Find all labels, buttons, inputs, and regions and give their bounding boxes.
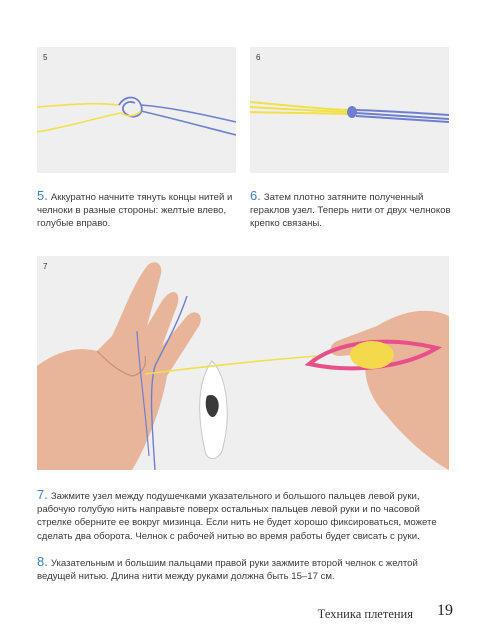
photo-5-illustration [37,47,236,173]
photo-6-illustration [250,47,449,173]
step-description: Указательным и большим пальцами правой руки зажмите второй челнок с желтой ведущей нитью. Длина нити между руками должна быть 15–17 см. [37,558,418,583]
step-description: Затем плотно затяните полученный гераклов узел. Теперь нити от двух челноков крепко связаны. [250,192,451,230]
step-8-text [37,555,457,583]
step-5-text [37,189,242,231]
step-description: Аккуратно начните тянуть концы нитей и челноки в разные стороны: желтые влево, голубые вправо. [37,192,233,230]
step-description: Зажмите узел между подушечками указательного и большого пальцев левой руки, рабочую голубую нить направьте поверх остальных пальцев левой руки и по часовой стрелке оберните ее вокруг мизинца. Если нить не будет хорошо фиксироваться, можете сделать два оборота. Челнок с рабочей нитью во время работы будет свисать с руки. [37,491,437,542]
step-number: 8. [37,554,48,569]
step-6-text [250,189,455,231]
step-number: 6. [250,188,261,203]
step-7-text [37,488,457,543]
photo-step-5 [37,47,236,173]
step-number: 5. [37,188,48,203]
section-title: Техника плетения [317,607,413,621]
photo-number: 5 [43,53,48,62]
page-number: 19 [437,602,453,619]
photo-step-7 [37,256,449,470]
photo-number: 7 [43,262,48,271]
photo-7-illustration [37,256,449,470]
photo-step-6 [250,47,449,173]
step-number: 7. [37,487,48,502]
photo-number: 6 [256,53,261,62]
